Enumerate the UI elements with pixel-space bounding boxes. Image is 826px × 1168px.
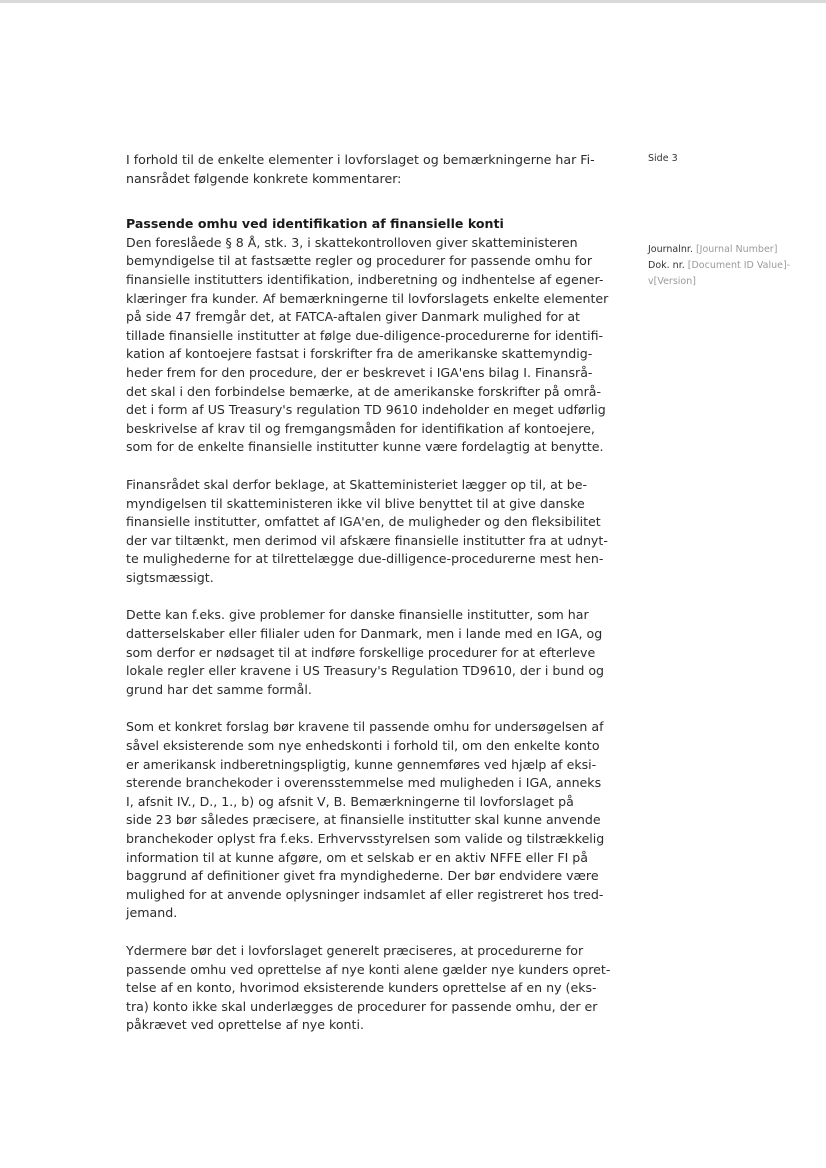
page-top-edge (0, 0, 826, 3)
text-line: som derfor er nødsaget til at indføre forskellige procedurer for at efterleve (126, 644, 596, 660)
version-prefix: v (648, 276, 654, 287)
section-heading: Passende omhu ved identifikation af finansielle konti (126, 216, 504, 232)
page-number: Side 3 (648, 153, 678, 164)
letter-body (126, 151, 610, 1054)
text-line: sterende branchekoder i overensstemmelse med muligheden i IGA, anneks (126, 775, 602, 791)
paragraph-2 (126, 476, 610, 588)
text-line: finansielle institutters identifikation, indberetning og indhentelse af egener- (126, 271, 604, 287)
text-line: Ydermere bør det i lovforslaget generelt præciseres, at procedurerne for (126, 942, 584, 958)
text-line: nansrådet følgende konkrete kommentarer: (126, 170, 402, 186)
document-metadata (648, 242, 790, 290)
journal-number-placeholder: [Journal Number] (695, 244, 778, 255)
intro-paragraph (126, 151, 610, 188)
section-diligence (126, 215, 610, 457)
journal-number-row (648, 242, 790, 258)
journal-number-label: Journalnr. (648, 244, 693, 255)
text-line: jemand. (126, 905, 178, 921)
document-id-label: Dok. nr. (648, 260, 685, 271)
text-line: information til at kunne afgøre, om et selskab er en aktiv NFFE eller FI på (126, 849, 588, 865)
text-line: tillade finansielle institutter at følge due-diligence-procedurerne for identifi- (126, 327, 604, 343)
paragraph-4 (126, 718, 610, 923)
text-line: te mulighederne for at tilrettelægge due-dilligence-procedurerne mest hen- (126, 551, 604, 567)
paragraph-3 (126, 606, 610, 699)
text-line: side 23 bør således præcisere, at finansielle institutter skal kunne anvende (126, 812, 601, 828)
text-line: baggrund af definitioner givet fra myndighederne. Der bør endvidere være (126, 868, 599, 884)
text-line: bemyndigelse til at fastsætte regler og procedurer for passende omhu for (126, 253, 593, 269)
paragraph-1 (126, 234, 610, 457)
text-line: Den foreslåede § 8 Å, stk. 3, i skattekontrolloven giver skatteministeren (126, 234, 578, 250)
text-line: grund har det samme formål. (126, 681, 312, 697)
text-line: datterselskaber eller filialer uden for Danmark, men i lande med en IGA, og (126, 626, 603, 642)
text-line: branchekoder oplyst fra f.eks. Erhvervsstyrelsen som valide og tilstrækkelig (126, 831, 605, 846)
text-line: er amerikansk indberetningspligtig, kunne gennemføres ved hjælp af eksi- (126, 756, 597, 772)
document-id-row (648, 258, 790, 274)
text-line: myndigelsen til skatteministeren ikke vil blive benyttet til at give danske (126, 495, 585, 511)
text-line: beskrivelse af krav til og fremgangsmåden for identifikation af kontoejere, (126, 420, 595, 436)
text-line: I forhold til de enkelte elementer i lovforslaget og bemærkningerne har Fi- (126, 152, 595, 167)
text-line: finansielle institutter, omfattet af IGA'en, de muligheder og den fleksibilitet (126, 514, 601, 530)
text-line: som for de enkelte finansielle institutter kunne være fordelagtig at benytte. (126, 439, 604, 455)
text-line: kation af kontoejere fastsat i forskrifter fra de amerikanske skattemyndig- (126, 346, 593, 362)
text-line: på side 47 fremgår det, at FATCA-aftalen giver Danmark mulighed for at (126, 309, 580, 325)
text-line: heder frem for den procedure, der er beskrevet i IGA'ens bilag I. Finansrå- (126, 364, 593, 380)
text-line: I, afsnit IV., D., 1., b) og afsnit V, B. Bemærkningerne til lovforslaget på (126, 793, 574, 809)
document-id-placeholder: [Document ID Value]- (687, 260, 791, 271)
text-line: såvel eksisterende som nye enhedskonti i forhold til, om den enkelte konto (126, 738, 600, 754)
version-placeholder: [Version] (653, 276, 696, 287)
text-line: passende omhu ved oprettelse af nye konti alene gælder nye kunders opret- (126, 961, 611, 977)
text-line: Finansrådet skal derfor beklage, at Skatteministeriet lægger op til, at be- (126, 476, 588, 492)
text-line: mulighed for at anvende oplysninger indsamlet af eller registreret hos tred- (126, 886, 604, 902)
text-line: det i form af US Treasury's regulation TD 9610 indeholder en meget udførlig (126, 402, 606, 418)
text-line: klæringer fra kunder. Af bemærkningerne til lovforslagets enkelte elementer (126, 290, 609, 306)
text-line: telse af en konto, hvorimod eksisterende kunders oprettelse af en ny (eks- (126, 980, 597, 996)
text-line: der var tiltænkt, men derimod vil afskære finansielle institutter fra at udnyt- (126, 532, 608, 548)
text-line: lokale regler eller kravene i US Treasury's Regulation TD9610, der i bund og (126, 663, 605, 679)
text-line: tra) konto ikke skal underlægges de procedurer for passende omhu, der er (126, 998, 598, 1014)
text-line: det skal i den forbindelse bemærke, at de amerikanske forskrifter på områ- (126, 383, 602, 399)
text-line: påkrævet ved oprettelse af nye konti. (126, 1017, 364, 1033)
paragraph-5 (126, 942, 610, 1035)
text-line: sigtsmæssigt. (126, 569, 214, 585)
text-line: Dette kan f.eks. give problemer for danske finansielle institutter, som har (126, 607, 589, 623)
version-row (648, 274, 790, 290)
text-line: Som et konkret forslag bør kravene til passende omhu for undersøgelsen af (126, 719, 604, 735)
